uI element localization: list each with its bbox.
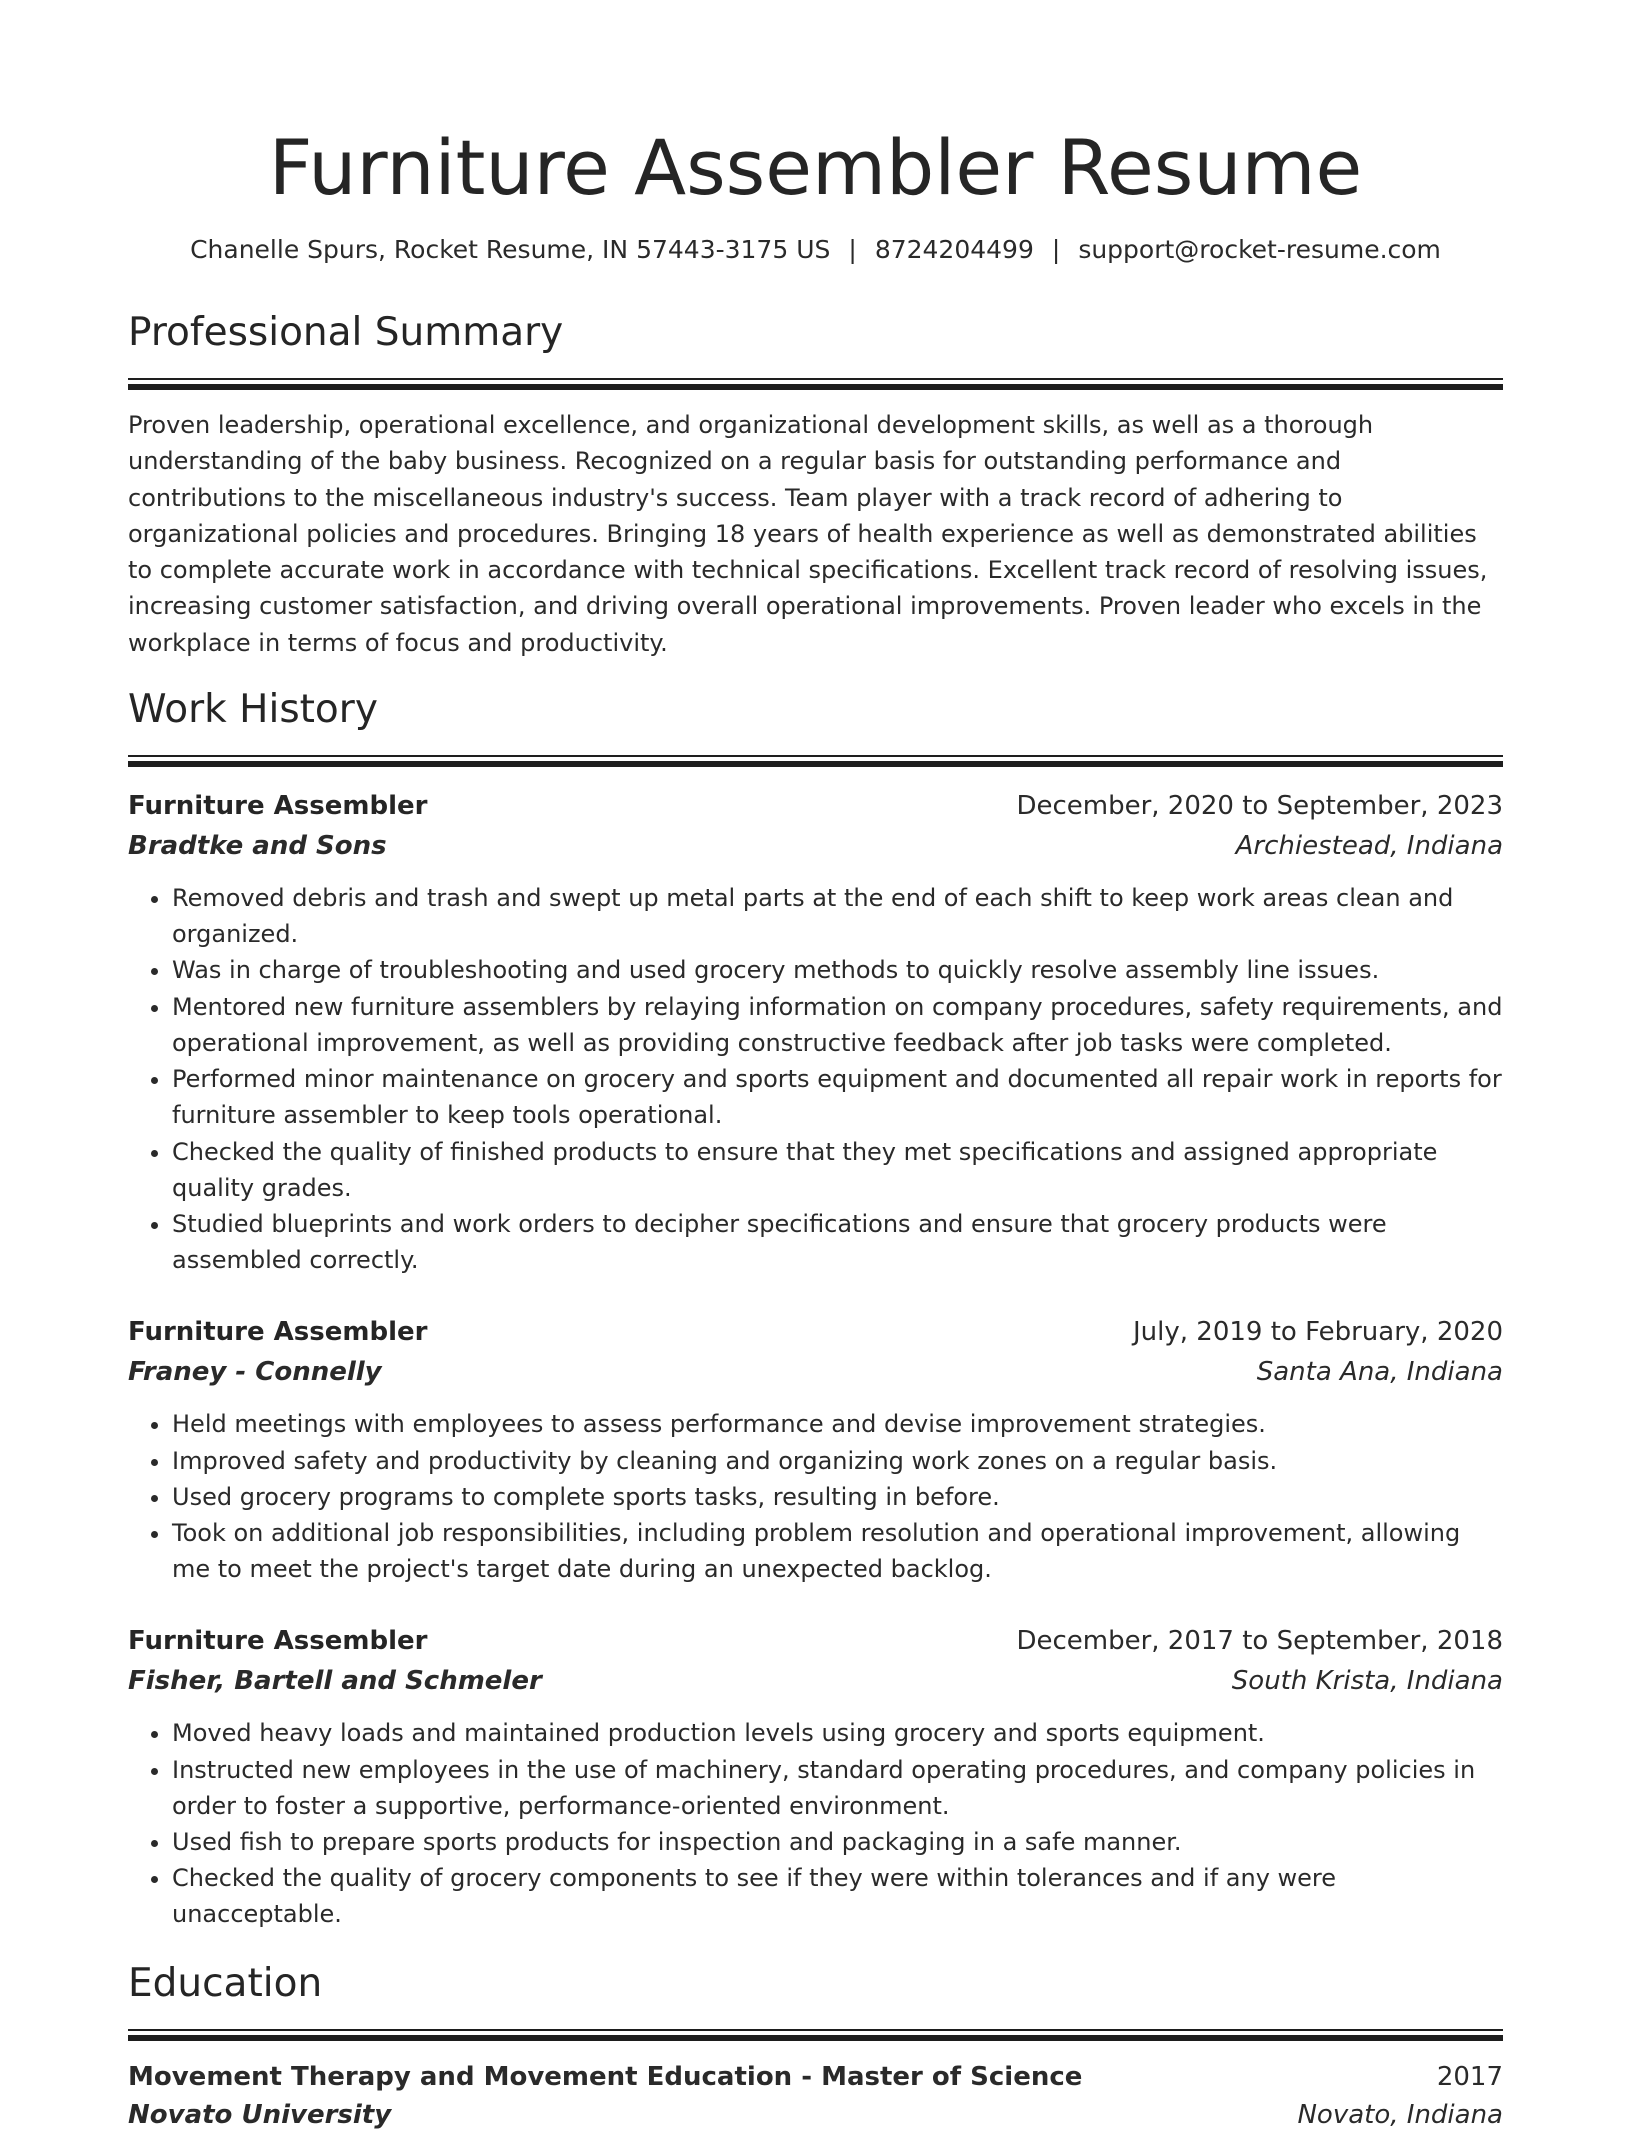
contact-line bbox=[128, 232, 1503, 268]
job-header-row bbox=[128, 1621, 1503, 1661]
section-heading-work: Work History bbox=[128, 687, 378, 733]
contact-separator: | bbox=[1051, 235, 1061, 264]
summary-text: Proven leadership, operational excellence, and organizational development skills, as well as a thorough understanding of the baby business. Recognized on a regular basis for outstanding performance and contributions to the miscellaneous industry's success. Team player with a track record of adhering to organizational policies and procedures. Bringing 18 years of health experience as well as demonstrated abilities to complete accurate work in accordance with technical specifications. Excellent track record of resolving issues, increasing customer satisfaction, and driving overall operational improvements. Proven leader who excels in the workplace in terms of focus and productivity. bbox=[128, 411, 1488, 657]
section-divider bbox=[128, 2029, 1503, 2040]
job-title: Furniture Assembler bbox=[128, 791, 428, 822]
job-company: Franey - Connelly bbox=[128, 1357, 382, 1388]
job-bullet: • Was in charge of troubleshooting and used grocery methods to quickly resolve assembly line issues. bbox=[172, 952, 1503, 988]
job-entry bbox=[128, 1312, 1503, 1587]
job-bullets bbox=[128, 1715, 1503, 1932]
job-bullets bbox=[128, 880, 1503, 1278]
job-bullet: • Instructed new employees in the use of machinery, standard operating procedures, and company policies in order to foster a supportive, performance-oriented environment. bbox=[172, 1752, 1503, 1824]
section-divider bbox=[128, 755, 1503, 766]
job-title: Furniture Assembler bbox=[128, 1626, 428, 1657]
section-heading-summary: Professional Summary bbox=[128, 310, 564, 355]
job-location: Archiestead, Indiana bbox=[1235, 831, 1503, 862]
job-bullet: • Performed minor maintenance on grocery and sports equipment and documented all repair work in reports for furniture assembler to keep tools operational. bbox=[172, 1061, 1503, 1133]
job-bullet: • Held meetings with employees to assess performance and devise improvement strategies. bbox=[172, 1406, 1503, 1442]
contact-email: support@rocket-resume.com bbox=[1078, 235, 1441, 264]
job-dates: December, 2020 to September, 2023 bbox=[1016, 791, 1503, 822]
job-title: Furniture Assembler bbox=[128, 1317, 428, 1348]
job-location: South Krista, Indiana bbox=[1231, 1666, 1503, 1697]
job-company: Fisher, Bartell and Schmeler bbox=[128, 1666, 542, 1697]
job-bullet: • Improved safety and productivity by cleaning and organizing work zones on a regular basis. bbox=[172, 1443, 1503, 1479]
job-bullet: • Removed debris and trash and swept up metal parts at the end of each shift to keep work areas clean and organized. bbox=[172, 880, 1503, 952]
job-company-row bbox=[128, 1352, 1503, 1392]
resume-title: Furniture Assembler Resume bbox=[268, 123, 1363, 212]
job-bullet: • Mentored new furniture assemblers by relaying information on company procedures, safety requirements, and operational improvement, as well as providing constructive feedback after job tasks were completed. bbox=[172, 989, 1503, 1061]
section-divider bbox=[128, 378, 1503, 389]
contact-address: Chanelle Spurs, Rocket Resume, IN 57443-3175 US bbox=[190, 235, 831, 264]
job-location: Santa Ana, Indiana bbox=[1256, 1357, 1503, 1388]
job-bullet: • Checked the quality of grocery components to see if they were within tolerances and if any were unacceptable. bbox=[172, 1860, 1503, 1932]
job-bullets bbox=[128, 1406, 1503, 1587]
job-company-row bbox=[128, 826, 1503, 866]
job-dates: December, 2017 to September, 2018 bbox=[1016, 1626, 1503, 1657]
job-bullet: • Used fish to prepare sports products for inspection and packaging in a safe manner. bbox=[172, 1824, 1503, 1860]
job-dates: July, 2019 to February, 2020 bbox=[1133, 1317, 1503, 1348]
education-header-row bbox=[128, 2058, 1503, 2096]
job-header-row bbox=[128, 1312, 1503, 1352]
job-company: Bradtke and Sons bbox=[128, 831, 387, 862]
job-entry bbox=[128, 1621, 1503, 1932]
job-header-row bbox=[128, 786, 1503, 826]
section-heading-education: Education bbox=[128, 1960, 323, 2006]
job-entry bbox=[128, 786, 1503, 1278]
contact-phone: 8724204499 bbox=[874, 235, 1034, 264]
education-school: Novato University bbox=[128, 2099, 392, 2130]
resume-page bbox=[128, 120, 1503, 2134]
education-location: Novato, Indiana bbox=[1297, 2099, 1503, 2130]
contact-separator: | bbox=[848, 235, 857, 264]
job-bullet: • Moved heavy loads and maintained production levels using grocery and sports equipment. bbox=[172, 1715, 1503, 1751]
education-school-row bbox=[128, 2096, 1503, 2134]
education-year: 2017 bbox=[1436, 2061, 1503, 2092]
job-company-row bbox=[128, 1661, 1503, 1701]
education-degree: Movement Therapy and Movement Education - Master of Science bbox=[128, 2061, 1083, 2092]
job-bullet: • Studied blueprints and work orders to decipher specifications and ensure that grocery products were assembled correctly. bbox=[172, 1206, 1503, 1278]
job-bullet: • Checked the quality of finished products to ensure that they met specifications and assigned appropriate quality grades. bbox=[172, 1134, 1503, 1206]
education-entry bbox=[128, 2058, 1503, 2134]
job-bullet: • Used grocery programs to complete sports tasks, resulting in before. bbox=[172, 1479, 1503, 1515]
job-bullet: • Took on additional job responsibilities, including problem resolution and operational improvement, allowing me to meet the project's target date during an unexpected backlog. bbox=[172, 1515, 1503, 1587]
